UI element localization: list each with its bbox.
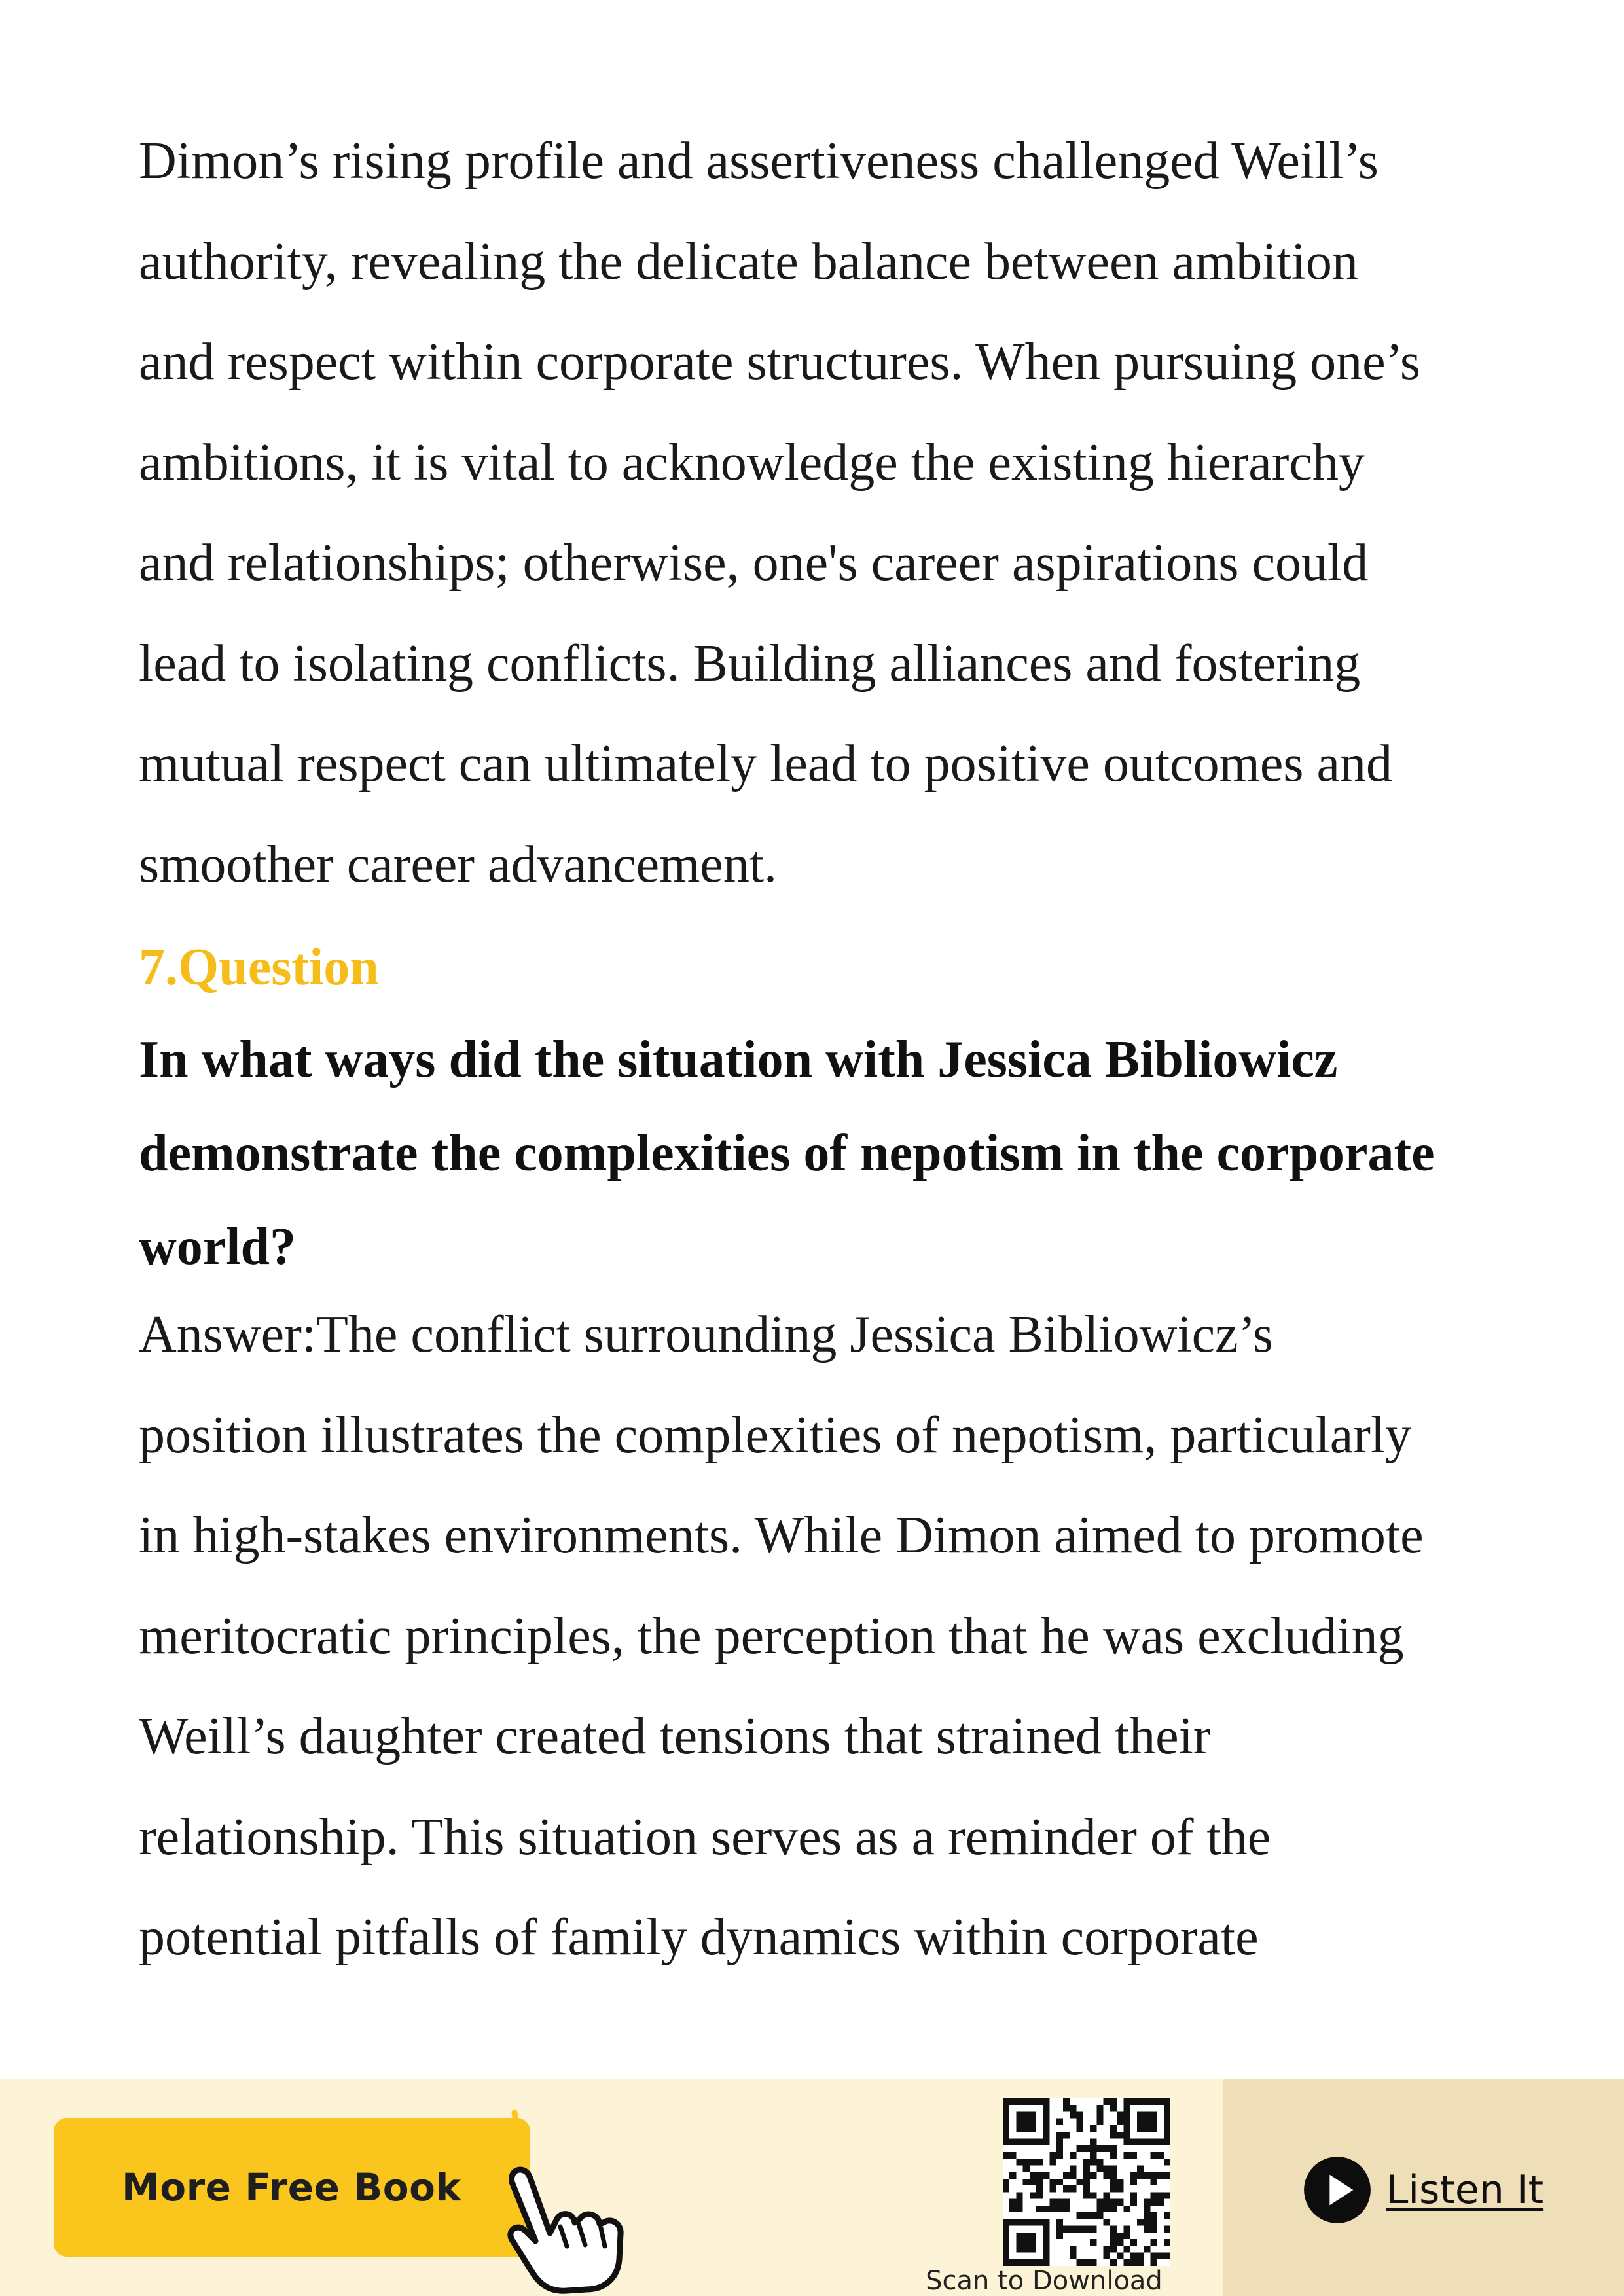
qr-module — [1123, 2259, 1130, 2266]
qr-module — [1070, 2172, 1076, 2179]
qr-module — [1036, 2138, 1043, 2145]
qr-module — [1077, 2125, 1083, 2132]
qr-module — [1144, 2125, 1150, 2132]
qr-module — [1056, 2226, 1063, 2233]
qr-module — [1016, 2159, 1022, 2165]
qr-module — [1063, 2172, 1070, 2179]
qr-module — [1050, 2185, 1056, 2192]
qr-module — [1144, 2138, 1150, 2145]
qr-module — [1090, 2239, 1096, 2246]
qr-module — [1070, 2152, 1076, 2159]
qr-module — [1063, 2199, 1070, 2206]
qr-module — [1110, 2132, 1117, 2138]
qr-module — [1056, 2199, 1063, 2206]
qr-module — [1050, 2152, 1056, 2159]
qr-module — [1043, 2138, 1049, 2145]
qr-module — [1016, 2239, 1022, 2246]
qr-module — [1123, 2152, 1130, 2159]
qr-module — [1016, 2125, 1022, 2132]
qr-module — [1056, 2119, 1063, 2125]
qr-module — [1144, 2246, 1150, 2252]
qr-module — [1150, 2111, 1157, 2118]
qr-module — [1063, 2185, 1070, 2192]
qr-module — [1164, 2172, 1170, 2179]
qr-module — [1023, 2246, 1030, 2252]
qr-module — [1009, 2206, 1016, 2212]
qr-module — [1016, 2206, 1022, 2212]
qr-module — [1130, 2239, 1137, 2246]
qr-module — [1043, 2119, 1049, 2125]
qr-module — [1036, 2219, 1043, 2225]
qr-module — [1144, 2206, 1150, 2212]
qr-module — [1056, 2132, 1063, 2138]
qr-module — [1130, 2253, 1137, 2259]
qr-module — [1117, 2199, 1123, 2206]
qr-module — [1030, 2159, 1036, 2165]
qr-module — [1043, 2172, 1049, 2179]
qr-module — [1164, 2239, 1170, 2246]
qr-module — [1009, 2152, 1016, 2159]
qr-module — [1043, 2226, 1049, 2233]
qr-module — [1016, 2219, 1022, 2225]
qr-module — [1130, 2098, 1137, 2105]
qr-module — [1150, 2239, 1157, 2246]
qr-module — [1003, 2239, 1009, 2246]
qr-module — [1063, 2206, 1070, 2212]
qr-module — [1150, 2119, 1157, 2125]
qr-module — [1117, 2185, 1123, 2192]
qr-module — [1150, 2219, 1157, 2225]
qr-module — [1144, 2219, 1150, 2225]
qr-module — [1083, 2172, 1090, 2179]
qr-module — [1090, 2192, 1096, 2198]
qr-module — [1043, 2253, 1049, 2259]
qr-module — [1016, 2246, 1022, 2252]
qr-module — [1070, 2253, 1076, 2259]
qr-module — [1096, 2145, 1103, 2152]
qr-module — [1050, 2179, 1056, 2185]
qr-module — [1003, 2246, 1009, 2252]
qr-module — [1003, 2226, 1009, 2233]
qr-module — [1130, 2138, 1137, 2145]
qr-module — [1003, 2259, 1009, 2266]
qr-module — [1023, 2125, 1030, 2132]
qr-module — [1123, 2246, 1130, 2252]
qr-module — [1137, 2165, 1144, 2172]
qr-module — [1123, 2206, 1130, 2212]
qr-module — [1137, 2098, 1144, 2105]
qr-module — [1003, 2111, 1009, 2118]
qr-module — [1150, 2152, 1157, 2159]
qr-module — [1003, 2132, 1009, 2138]
qr-module — [1070, 2226, 1076, 2233]
qr-module — [1023, 2239, 1030, 2246]
qr-module — [1023, 2138, 1030, 2145]
qr-module — [1104, 2098, 1110, 2105]
qr-module — [1150, 2192, 1157, 2198]
listen-it-button[interactable] — [1303, 2154, 1543, 2226]
qr-module — [1023, 2165, 1030, 2172]
qr-module — [1003, 2152, 1009, 2159]
qr-module — [1030, 2179, 1036, 2185]
qr-module — [1164, 2132, 1170, 2138]
qr-module — [1090, 2159, 1096, 2165]
more-free-book-label: More Free Book — [122, 2165, 461, 2210]
qr-module — [1056, 2145, 1063, 2152]
qr-module — [1009, 2098, 1016, 2105]
qr-module — [1016, 2138, 1022, 2145]
qr-module — [1110, 2233, 1117, 2239]
qr-module — [1063, 2132, 1070, 2138]
qr-module — [1150, 2125, 1157, 2132]
qr-module — [1070, 2246, 1076, 2252]
scan-to-download-label: Scan to Download — [926, 2266, 1163, 2296]
qr-module — [1043, 2111, 1049, 2118]
answer-paragraph: Answer:The conflict surrounding Jessica Bibliowicz’s position illustrates the complexities of nepotism, particularly in high-stakes environments. While Dimon aimed to promote meritocratic principles, the perception that he was excluding Weill’s daughter created tensions that strained their relationship. This situation serves as a reminder of the potential pitfalls of family dynamics within corporate — [139, 1306, 1424, 1966]
qr-module — [1063, 2105, 1070, 2111]
qr-module — [1096, 2199, 1103, 2206]
qr-module — [1030, 2192, 1036, 2198]
qr-module — [1164, 2159, 1170, 2165]
qr-module — [1043, 2206, 1049, 2212]
qr-module — [1110, 2185, 1117, 2192]
qr-module — [1123, 2226, 1130, 2233]
qr-module — [1110, 2259, 1117, 2266]
page-content — [139, 111, 1540, 1988]
qr-module — [1110, 2179, 1117, 2185]
listen-it-label: Listen It — [1386, 2167, 1544, 2213]
qr-module — [1123, 2125, 1130, 2132]
intro-paragraph: Dimon’s rising profile and assertiveness challenged Weill’s authority, revealing the delicate balance between ambition and respect within corporate structures. When pursuing one’s ambitions, it is vital to acknowledge the existing hierarchy and relationships; otherwise, one's career aspirations could lead to isolating conflicts. Building alliances and fostering mutual respect can ultimately lead to positive outcomes and smoother career advancement. — [139, 132, 1420, 893]
qr-module — [1150, 2253, 1157, 2259]
qr-code-icon[interactable] — [1003, 2098, 1170, 2266]
qr-module — [1110, 2226, 1117, 2233]
qr-module — [1043, 2239, 1049, 2246]
qr-module — [1157, 2152, 1164, 2159]
qr-module — [1164, 2119, 1170, 2125]
qr-module — [1123, 2111, 1130, 2118]
qr-module — [1104, 2206, 1110, 2212]
qr-module — [1104, 2253, 1110, 2259]
qr-module — [1009, 2199, 1016, 2206]
qr-module — [1083, 2159, 1090, 2165]
qr-module — [1137, 2111, 1144, 2118]
qr-module — [1023, 2233, 1030, 2239]
qr-module — [1003, 2119, 1009, 2125]
qr-module — [1016, 2111, 1022, 2118]
qr-module — [1070, 2165, 1076, 2172]
qr-module — [1030, 2172, 1036, 2179]
qr-module — [1164, 2212, 1170, 2219]
qr-module — [1110, 2165, 1117, 2172]
qr-module — [1123, 2233, 1130, 2239]
qr-module — [1164, 2226, 1170, 2233]
qr-module — [1009, 2138, 1016, 2145]
qr-module — [1043, 2259, 1049, 2266]
qr-module — [1123, 2138, 1130, 2145]
qr-module — [1036, 2192, 1043, 2198]
qr-module — [1043, 2219, 1049, 2225]
qr-module — [1009, 2172, 1016, 2179]
qr-module — [1090, 2138, 1096, 2145]
qr-module — [1043, 2098, 1049, 2105]
qr-module — [1043, 2125, 1049, 2132]
qr-module — [1043, 2246, 1049, 2252]
qr-module — [1104, 2199, 1110, 2206]
qr-module — [1150, 2259, 1157, 2266]
qr-module — [1043, 2105, 1049, 2111]
qr-module — [1096, 2119, 1103, 2125]
qr-module — [1150, 2138, 1157, 2145]
qr-module — [1070, 2185, 1076, 2192]
qr-module — [1077, 2111, 1083, 2118]
qr-module — [1157, 2192, 1164, 2198]
qr-module — [1003, 2105, 1009, 2111]
qr-module — [1030, 2233, 1036, 2239]
qr-module — [1050, 2199, 1056, 2206]
qr-module — [1056, 2233, 1063, 2239]
qr-module — [1083, 2165, 1090, 2172]
qr-module — [1063, 2226, 1070, 2233]
qr-module — [1164, 2098, 1170, 2105]
qr-module — [1083, 2212, 1090, 2219]
qr-module — [1030, 2111, 1036, 2118]
qr-module — [1023, 2098, 1030, 2105]
qr-module — [1123, 2105, 1130, 2111]
qr-module — [1130, 2259, 1137, 2266]
qr-module — [1123, 2098, 1130, 2105]
qr-module — [1036, 2206, 1043, 2212]
qr-module — [1036, 2185, 1043, 2192]
qr-module — [1077, 2212, 1083, 2219]
qr-module — [1104, 2145, 1110, 2152]
pointing-hand-icon — [452, 2105, 628, 2295]
qr-module — [1030, 2098, 1036, 2105]
qr-module — [1150, 2199, 1157, 2206]
qr-module — [1110, 2152, 1117, 2159]
qr-module — [1090, 2152, 1096, 2159]
qr-module — [1137, 2138, 1144, 2145]
qr-module — [1003, 2233, 1009, 2239]
qr-module — [1023, 2159, 1030, 2165]
qr-module — [1117, 2119, 1123, 2125]
qr-module — [1117, 2233, 1123, 2239]
qr-module — [1137, 2253, 1144, 2259]
question-label: 7.Question — [139, 939, 379, 996]
qr-module — [1096, 2212, 1103, 2219]
qr-module — [1023, 2111, 1030, 2118]
qr-module — [1104, 2192, 1110, 2198]
qr-module — [1096, 2105, 1103, 2111]
qr-module — [1104, 2165, 1110, 2172]
qr-module — [1117, 2111, 1123, 2118]
qr-module — [1137, 2172, 1144, 2179]
qr-module — [1110, 2246, 1117, 2252]
qr-module — [1003, 2098, 1009, 2105]
qr-module — [1130, 2172, 1137, 2179]
qr-module — [1016, 2098, 1022, 2105]
qr-module — [1157, 2098, 1164, 2105]
qr-module — [1056, 2179, 1063, 2185]
qr-module — [1117, 2253, 1123, 2259]
qr-module — [1016, 2119, 1022, 2125]
qr-module — [1164, 2111, 1170, 2118]
qr-module — [1083, 2185, 1090, 2192]
qr-module — [1090, 2226, 1096, 2233]
qr-module — [1023, 2119, 1030, 2125]
qr-module — [1043, 2233, 1049, 2239]
qr-module — [1009, 2259, 1016, 2266]
qr-module — [1056, 2219, 1063, 2225]
qr-module — [1110, 2199, 1117, 2206]
qr-module — [1157, 2138, 1164, 2145]
qr-module — [1077, 2179, 1083, 2185]
qr-module — [1096, 2165, 1103, 2172]
qr-module — [1056, 2152, 1063, 2159]
footer-bar — [0, 2079, 1624, 2296]
qr-module — [1144, 2098, 1150, 2105]
qr-module — [1090, 2172, 1096, 2179]
qr-module — [1123, 2119, 1130, 2125]
qr-module — [1050, 2159, 1056, 2165]
qr-module — [1083, 2179, 1090, 2185]
qr-module — [1056, 2138, 1063, 2145]
qr-module — [1003, 2179, 1009, 2185]
qr-module — [1144, 2111, 1150, 2118]
qr-module — [1157, 2199, 1164, 2206]
qr-module — [1003, 2253, 1009, 2259]
qr-module — [1050, 2206, 1056, 2212]
qr-module — [1003, 2138, 1009, 2145]
qr-module — [1083, 2145, 1090, 2152]
qr-module — [1036, 2179, 1043, 2185]
qr-module — [1104, 2172, 1110, 2179]
qr-module — [1030, 2219, 1036, 2225]
qr-module — [1110, 2098, 1117, 2105]
qr-module — [1144, 2119, 1150, 2125]
qr-module — [1150, 2226, 1157, 2233]
qr-module — [1077, 2259, 1083, 2266]
qr-module — [1090, 2125, 1096, 2132]
qr-module — [1030, 2239, 1036, 2246]
qr-module — [1090, 2259, 1096, 2266]
qr-module — [1016, 2199, 1022, 2206]
qr-module — [1164, 2138, 1170, 2145]
qr-module — [1157, 2172, 1164, 2179]
qr-module — [1030, 2259, 1036, 2266]
qr-module — [1096, 2206, 1103, 2212]
qr-module — [1110, 2206, 1117, 2212]
qr-module — [1023, 2259, 1030, 2266]
qr-module — [1023, 2179, 1030, 2185]
qr-module — [1137, 2259, 1144, 2266]
qr-module — [1083, 2226, 1090, 2233]
qr-module — [1164, 2253, 1170, 2259]
qr-module — [1030, 2119, 1036, 2125]
qr-module — [1110, 2239, 1117, 2246]
qr-module — [1090, 2212, 1096, 2219]
qr-module — [1164, 2105, 1170, 2111]
qr-module — [1130, 2179, 1137, 2185]
qr-module — [1043, 2132, 1049, 2138]
qr-module — [1036, 2172, 1043, 2179]
qr-module — [1016, 2233, 1022, 2239]
qr-module — [1003, 2185, 1009, 2192]
qr-module — [1150, 2212, 1157, 2219]
qr-module — [1110, 2172, 1117, 2179]
qr-module — [1077, 2119, 1083, 2125]
qr-module — [1070, 2111, 1076, 2118]
qr-module — [1063, 2098, 1070, 2105]
qr-module — [1036, 2159, 1043, 2165]
qr-module — [1164, 2192, 1170, 2198]
qr-module — [1083, 2259, 1090, 2266]
qr-module — [1036, 2098, 1043, 2105]
qr-module — [1123, 2132, 1130, 2138]
qr-module — [1070, 2105, 1076, 2111]
qr-module — [1016, 2259, 1022, 2266]
qr-module — [1003, 2219, 1009, 2225]
qr-module — [1144, 2212, 1150, 2219]
qr-module — [1077, 2226, 1083, 2233]
qr-module — [1030, 2125, 1036, 2132]
qr-module — [1056, 2206, 1063, 2212]
qr-module — [1077, 2145, 1083, 2152]
qr-module — [1003, 2125, 1009, 2132]
qr-module — [1150, 2172, 1157, 2179]
qr-module — [1110, 2105, 1117, 2111]
qr-module — [1130, 2192, 1137, 2198]
qr-module — [1030, 2138, 1036, 2145]
qr-module — [1164, 2125, 1170, 2132]
qr-module — [1117, 2179, 1123, 2185]
qr-module — [1030, 2246, 1036, 2252]
qr-module — [1137, 2219, 1144, 2225]
qr-module — [1096, 2159, 1103, 2165]
qr-module — [1083, 2192, 1090, 2198]
qr-module — [1144, 2172, 1150, 2179]
play-circle-icon — [1303, 2155, 1372, 2225]
qr-module — [1137, 2119, 1144, 2125]
qr-module — [1023, 2219, 1030, 2225]
qr-module — [1157, 2253, 1164, 2259]
qr-module — [1117, 2239, 1123, 2246]
qr-module — [1130, 2199, 1137, 2206]
qr-module — [1036, 2259, 1043, 2266]
question-text: In what ways did the situation with Jessica Bibliowicz demonstrate the complexities of nepotism in the corporate world? — [139, 1031, 1435, 1276]
qr-module — [1150, 2179, 1157, 2185]
qr-module — [1144, 2199, 1150, 2206]
qr-module — [1104, 2246, 1110, 2252]
qr-module — [1096, 2111, 1103, 2118]
qr-module — [1090, 2145, 1096, 2152]
qr-module — [1117, 2132, 1123, 2138]
qr-module — [1104, 2219, 1110, 2225]
qr-module — [1144, 2226, 1150, 2233]
qr-module — [1110, 2145, 1117, 2152]
qr-module — [1150, 2098, 1157, 2105]
qr-module — [1130, 2152, 1137, 2159]
qr-module — [1110, 2125, 1117, 2132]
qr-module — [1137, 2125, 1144, 2132]
qr-module — [1009, 2219, 1016, 2225]
qr-module — [1016, 2192, 1022, 2198]
